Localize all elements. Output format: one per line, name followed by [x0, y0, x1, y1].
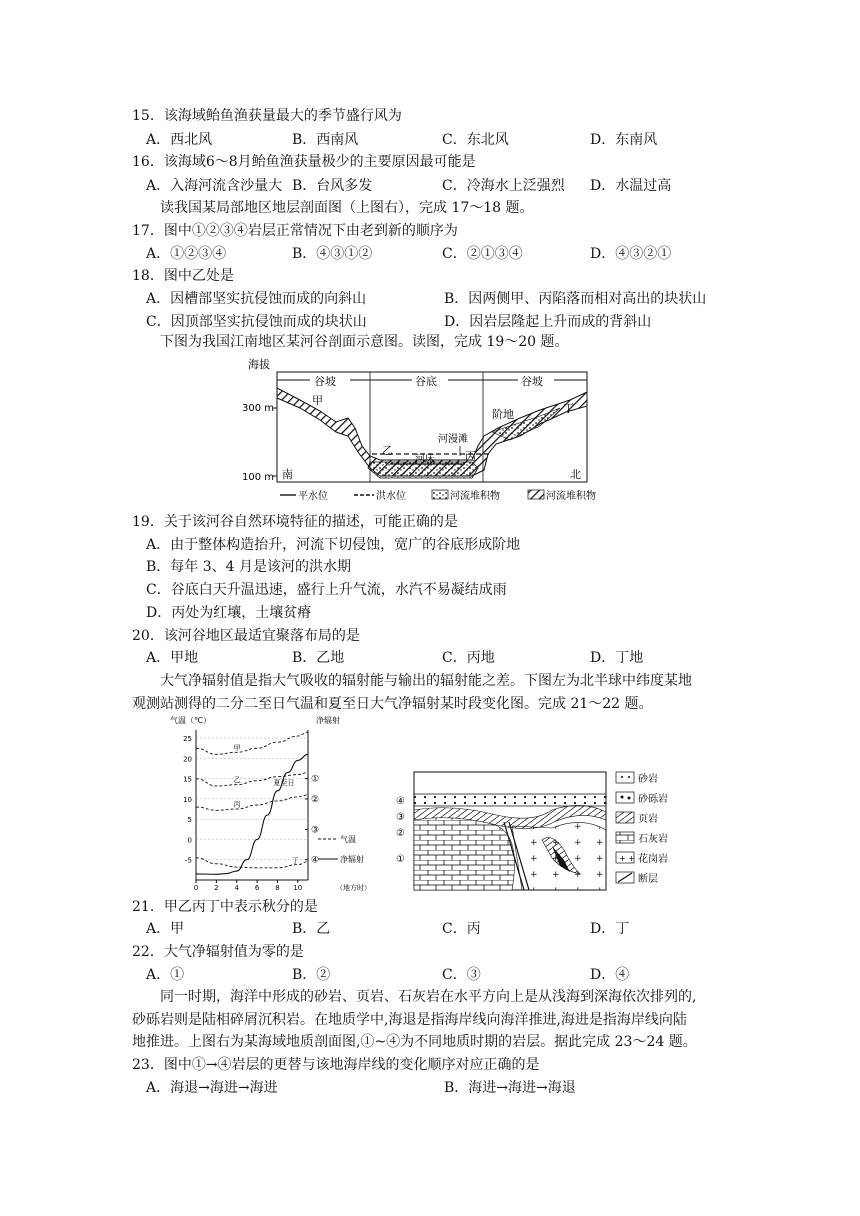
chart-ylabel-right: 净辐射	[316, 716, 340, 725]
chart-xtick-label: 8	[275, 884, 280, 892]
series-label-4: 夏至日	[273, 779, 295, 788]
instruction-23-24-line2: 砂砾岩则是陆相碎屑沉积岩。在地质学中,海退是指海岸线向海洋推进,海进是指海岸线向陆	[132, 1012, 687, 1028]
option-16d: D．水温过高	[590, 178, 672, 194]
chart-xtick-label: 6	[254, 884, 260, 892]
option-18a: A．因槽部坚实抗侵蚀而成的向斜山	[146, 291, 367, 307]
chart-ytick-label: 20	[183, 755, 192, 764]
series-label-1: 乙	[233, 776, 241, 785]
series-label-0: 甲	[233, 743, 241, 752]
label-slope-right: 谷坡	[521, 375, 543, 388]
chart-xtick-label: 10	[293, 884, 303, 892]
option-19b: B．每年 3、4 月是该河的洪水期	[146, 559, 352, 575]
option-23b: B．海进→海进→海退	[444, 1080, 576, 1096]
question-19: 19．关于该河谷自然环境特征的描述，可能正确的是	[132, 514, 458, 530]
option-21a: A．甲	[146, 921, 185, 937]
option-17b: B．④③①②	[292, 246, 373, 262]
right-marker-label: ③	[311, 825, 320, 836]
label-slope-left: 谷坡	[314, 375, 336, 388]
label-south: 南	[282, 468, 293, 481]
legend-deposit-1: 河流堆积物	[450, 491, 500, 502]
option-16c: C．冷海水上泛强烈	[442, 178, 565, 194]
valley-y300: 300 m	[242, 403, 275, 414]
label-bing: 丙	[465, 450, 476, 463]
series-line-2	[196, 795, 308, 810]
option-20b: B．乙地	[292, 650, 345, 666]
question-23: 23．图中①→④岩层的更替与该地海岸线的变化顺序对应正确的是	[132, 1057, 540, 1073]
option-19c: C．谷底白天升温迅速，盛行上升气流，水汽不易凝结成雨	[146, 582, 507, 598]
chart-xlabel: （地方时）	[336, 884, 371, 892]
question-21: 21．甲乙丙丁中表示秋分的是	[132, 899, 318, 915]
label-north: 北	[570, 468, 581, 481]
instruction-21-22-line1: 大气净辐射值是指大气吸收的辐射能与输出的辐射能之差。下图左为北半球中纬度某地	[160, 673, 692, 689]
option-20c: C．丙地	[442, 650, 495, 666]
chart-xtick-label: 0	[193, 884, 199, 892]
label-riverbed: 河床	[415, 454, 435, 465]
instruction-19-20: 下图为我国江南地区某河谷剖面示意图。读图，完成 19～20 题。	[160, 334, 569, 350]
option-17a: A．①②③④	[146, 246, 227, 262]
option-20d: D．丁地	[590, 650, 644, 666]
option-19a: A．由于整体构造抬升，河流下切侵蚀，宽广的谷底形成阶地	[146, 537, 521, 553]
option-16b: B．台风多发	[292, 178, 373, 194]
option-22d: D．④	[590, 967, 630, 983]
option-18c: C．因顶部坚实抗侵蚀而成的块状山	[146, 314, 367, 330]
legend-conglomerate: 砂砾岩	[638, 794, 668, 805]
legend-granite: 花岗岩	[638, 854, 668, 865]
legend-limestone: 石灰岩	[638, 834, 668, 845]
chart-xtick-label: 2	[214, 884, 219, 892]
option-15b: B．西南风	[292, 132, 359, 148]
question-16: 16．该海域6～8月鲐鱼渔获量极少的主要原因最可能是	[132, 154, 476, 170]
option-21c: C．丙	[442, 921, 481, 937]
legend-temp: 气温	[340, 835, 356, 844]
question-20: 20．该河谷地区最适宜聚落布局的是	[132, 628, 360, 644]
marker-1: ①	[396, 854, 405, 865]
legend-fault: 断层	[638, 874, 658, 885]
option-22c: C．③	[442, 967, 481, 983]
instruction-23-24-line1: 同一时期，海洋中形成的砂岩、页岩、石灰岩在水平方向上是从浅海到深海依次排列的,	[160, 989, 697, 1005]
legend-flood: 洪水位	[376, 491, 406, 502]
label-terrace: 阶地	[492, 408, 514, 421]
chart-ytick-label: 25	[183, 735, 192, 744]
option-17c: C．②①③④	[442, 246, 523, 262]
legend-deposit-swatch-2	[528, 490, 544, 499]
strata-profile-diagram	[392, 770, 672, 898]
series-line-0	[196, 732, 308, 754]
option-22b: B．②	[292, 967, 331, 983]
option-19d: D．丙处为红壤，土壤贫瘠	[146, 605, 312, 621]
question-17: 17．图中①②③④岩层正常情况下由老到新的顺序为	[132, 223, 458, 239]
label-yi: 乙	[382, 444, 393, 457]
label-ding: 丁	[563, 402, 574, 415]
question-22: 22．大气净辐射值为零的是	[132, 944, 304, 960]
chart-ytick-label: -5	[185, 856, 192, 865]
option-21b: B．乙	[292, 921, 331, 937]
question-15: 15．该海域鲐鱼渔获量最大的季节盛行风为	[132, 108, 402, 124]
chart-ytick-label: 10	[183, 795, 192, 804]
legend-deposit-swatch-1	[432, 490, 448, 499]
label-shoal: 河漫滩	[438, 434, 468, 445]
svg-text:+ +: + +	[619, 854, 635, 863]
right-marker-label: ②	[311, 794, 320, 805]
option-22a: A．①	[146, 967, 185, 983]
right-marker-label: ④	[311, 855, 320, 866]
marker-3: ③	[396, 812, 405, 823]
instruction-17-18: 读我国某局部地区地层剖面图（上图右），完成 17～18 题。	[160, 200, 534, 216]
chart-xtick-label: 4	[234, 884, 239, 892]
option-15a: A．西北风	[146, 132, 213, 148]
legend-shale: 页岩	[638, 814, 658, 825]
valley-y-title: 海拔	[248, 358, 270, 371]
right-marker-label: ①	[311, 774, 320, 785]
option-23a: A．海退→海进→海进	[146, 1080, 278, 1096]
instruction-23-24-line3: 地推进。上图右为某海域地质剖面图,①~④为不同地质时期的岩层。据此完成 23～24 题。	[132, 1034, 697, 1050]
question-18: 18．图中乙处是	[132, 268, 234, 284]
temperature-radiation-chart	[168, 712, 380, 894]
marker-4: ④	[396, 796, 405, 807]
layer-1-limestone	[414, 818, 515, 890]
layer-4	[414, 794, 606, 806]
valley-y100: 100 m	[242, 472, 275, 483]
option-18b: B．因两侧甲、丙陷落而相对高出的块状山	[444, 291, 707, 307]
label-jia: 甲	[312, 394, 323, 407]
chart-ylabel: 气温（℃）	[170, 716, 211, 725]
marker-2: ②	[396, 828, 405, 839]
option-18d: D．因岩层隆起上升而成的背斜山	[444, 314, 652, 330]
legend-radiation: 净辐射	[340, 855, 364, 864]
series-label-2: 丙	[233, 800, 241, 809]
series-label-3: 丁	[291, 856, 299, 865]
legend-deposit-2: 河流堆积物	[546, 491, 596, 502]
instruction-21-22-line2: 观测站测得的二分二至日气温和夏至日大气净辐射某时段变化图。完成 21～22 题。	[132, 696, 653, 712]
option-16a: A．入海河流含沙量大	[146, 178, 283, 194]
option-15c: C．东北风	[442, 132, 509, 148]
chart-ytick-label: 0	[187, 836, 192, 845]
option-15d: D．东南风	[590, 132, 658, 148]
chart-ytick-label: 5	[187, 816, 192, 825]
valley-profile-diagram	[240, 356, 620, 504]
option-21d: D．丁	[590, 921, 630, 937]
legend-normal: 平水位	[298, 491, 328, 502]
option-20a: A．甲地	[146, 650, 199, 666]
option-17d: D．④③②①	[590, 246, 672, 262]
chart-ytick-label: 15	[183, 775, 192, 784]
legend-sandstone: 砂岩	[638, 774, 658, 785]
label-valley-bottom: 谷底	[415, 375, 437, 388]
